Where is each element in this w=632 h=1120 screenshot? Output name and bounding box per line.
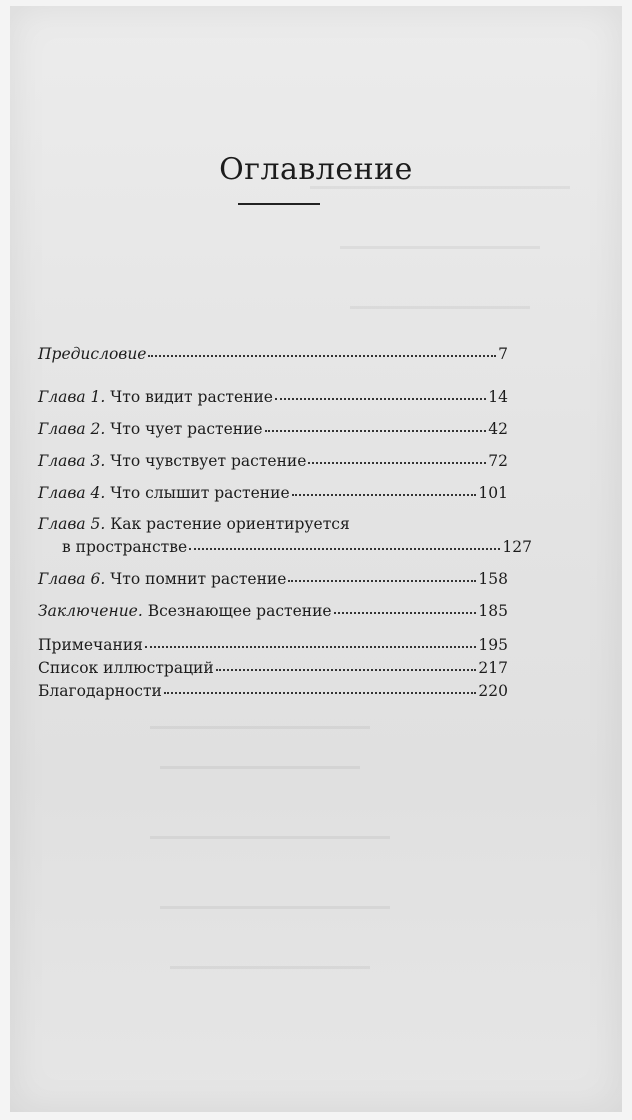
entry-title: Что видит растение [110, 388, 273, 406]
toc-entry-conclusion[interactable] [38, 602, 508, 620]
toc-entry-chapter-3[interactable] [38, 452, 508, 470]
leader-dots [275, 386, 486, 400]
leader-dots [148, 343, 496, 357]
leader-dots [288, 568, 476, 582]
entry-title: Примечания [38, 636, 143, 654]
entry-title: Что чувствует растение [110, 452, 307, 470]
leader-dots [164, 680, 477, 694]
entry-title: Что помнит растение [110, 570, 287, 588]
leader-dots [334, 600, 477, 614]
entry-label: Глава 5. [38, 515, 106, 533]
entry-title: Благодарности [38, 682, 162, 700]
toc-heading: Оглавление [219, 152, 413, 187]
leader-dots [145, 634, 476, 648]
entry-title: Список иллюстраций [38, 659, 214, 677]
entry-page: 220 [478, 682, 508, 700]
entry-page: 195 [478, 636, 508, 654]
entry-title-cont: в пространстве [62, 538, 188, 556]
toc-entry-chapter-5-cont[interactable] [38, 538, 532, 556]
entry-page: 217 [478, 659, 508, 677]
entry-page: 127 [502, 538, 532, 556]
toc-entry-acknowledgements[interactable] [38, 682, 508, 700]
leader-dots [292, 482, 477, 496]
entry-page: 14 [488, 388, 508, 406]
toc-entry-illustrations[interactable] [38, 659, 508, 677]
toc-entry-preface[interactable] [38, 345, 508, 363]
entry-page: 72 [488, 452, 508, 470]
leader-dots [265, 418, 487, 432]
entry-page: 7 [498, 345, 508, 363]
entry-label: Глава 2. [38, 420, 106, 438]
entry-page: 158 [478, 570, 508, 588]
heading-rule [238, 203, 320, 205]
entry-page: 42 [488, 420, 508, 438]
entry-title: Как растение ориентируется [110, 515, 350, 533]
leader-dots [308, 450, 486, 464]
entry-label: Глава 1. [38, 388, 106, 406]
entry-label: Предисловие [38, 345, 147, 363]
toc-entry-chapter-1[interactable] [38, 388, 508, 406]
entry-label: Заключение. [38, 602, 143, 620]
toc-entry-chapter-6[interactable] [38, 570, 508, 588]
toc-entry-chapter-5[interactable] [38, 515, 508, 533]
toc-entry-chapter-4[interactable] [38, 484, 508, 502]
entry-page: 101 [478, 484, 508, 502]
entry-title: Всезнающее растение [147, 602, 332, 620]
toc-entry-notes[interactable] [38, 636, 508, 654]
entry-title: Что чует растение [110, 420, 263, 438]
entry-label: Глава 6. [38, 570, 106, 588]
toc-entry-chapter-2[interactable] [38, 420, 508, 438]
entry-label: Глава 4. [38, 484, 106, 502]
entry-title: Что слышит растение [110, 484, 290, 502]
entry-page: 185 [478, 602, 508, 620]
leader-dots [189, 536, 500, 550]
leader-dots [216, 657, 477, 671]
entry-label: Глава 3. [38, 452, 106, 470]
